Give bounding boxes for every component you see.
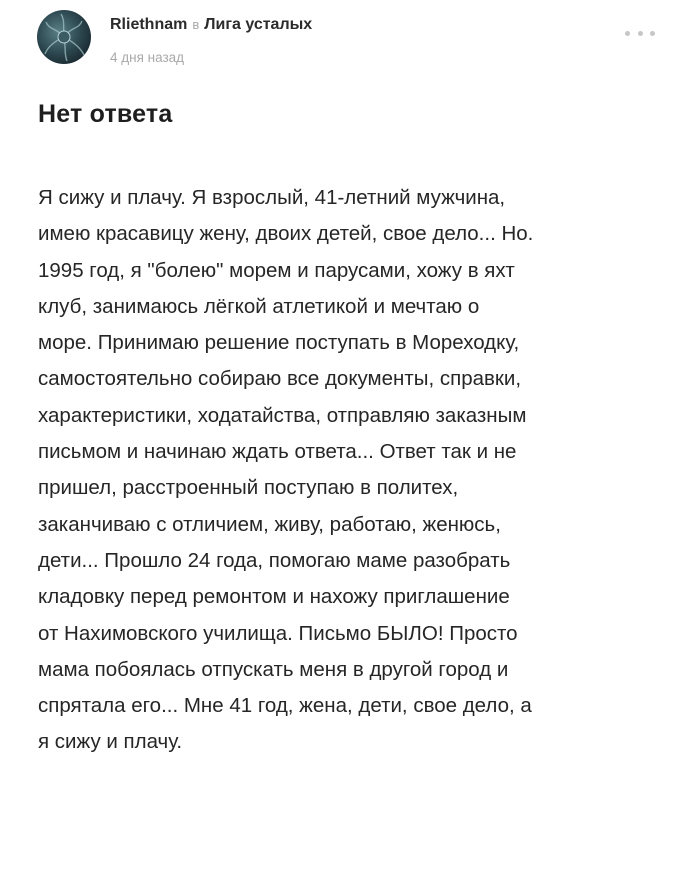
post-body-line: самостоятельно собираю все документы, справки, (38, 367, 522, 391)
author-line (110, 16, 312, 34)
post-body-line: 1995 год, я "болею" морем и парусами, хожу в яхт (38, 258, 515, 282)
post-body-line: дети... Прошло 24 года, помогаю маме разобрать (38, 548, 511, 572)
post-body-line: Я сижу и плачу. Я взрослый, 41-летний мужчина, (38, 186, 506, 209)
post-body-line: имею красавицу жену, двоих детей, свое дело... Но. (38, 222, 534, 246)
post-title: Нет ответа (38, 100, 173, 128)
post-body-line: я сижу и плачу. (38, 730, 183, 754)
author-name[interactable]: Rliethnam (110, 16, 188, 33)
more-dots-icon (625, 31, 630, 36)
post-body-line: клуб, занимаюсь лёгкой атлетикой и мечтаю о (38, 294, 480, 318)
post-body-line: от Нахимовского училища. Письмо БЫЛО! Просто (38, 621, 518, 645)
more-options-button[interactable] (625, 26, 655, 40)
post-body (38, 180, 678, 761)
post-body-line: кладовку перед ремонтом и нахожу приглашение (38, 585, 510, 609)
post-body-line: пришел, расстроенный поступаю в политех, (38, 476, 459, 500)
post-body-line: море. Принимаю решение поступать в Мореходку, (38, 331, 520, 355)
avatar[interactable] (37, 10, 91, 64)
post-body-line: мама побоялась отпускать меня в другой город и (38, 657, 509, 681)
post-timestamp: 4 дня назад (110, 50, 185, 65)
post-body-line: спрятала его... Мне 41 год, жена, дети, свое дело, а (38, 694, 532, 718)
community-name[interactable]: Лига усталых (204, 16, 313, 33)
avatar-image (37, 10, 91, 64)
more-dots-icon (650, 31, 655, 36)
post-body-line: характеристики, ходатайства, отправляю заказным (38, 403, 527, 427)
more-dots-icon (638, 31, 643, 36)
post-header (37, 10, 667, 66)
community-preposition: в (192, 17, 200, 32)
post-body-line: письмом и начинаю ждать ответа... Ответ так и не (38, 440, 517, 464)
post-body-line: заканчиваю с отличием, живу, работаю, женюсь, (38, 512, 501, 536)
